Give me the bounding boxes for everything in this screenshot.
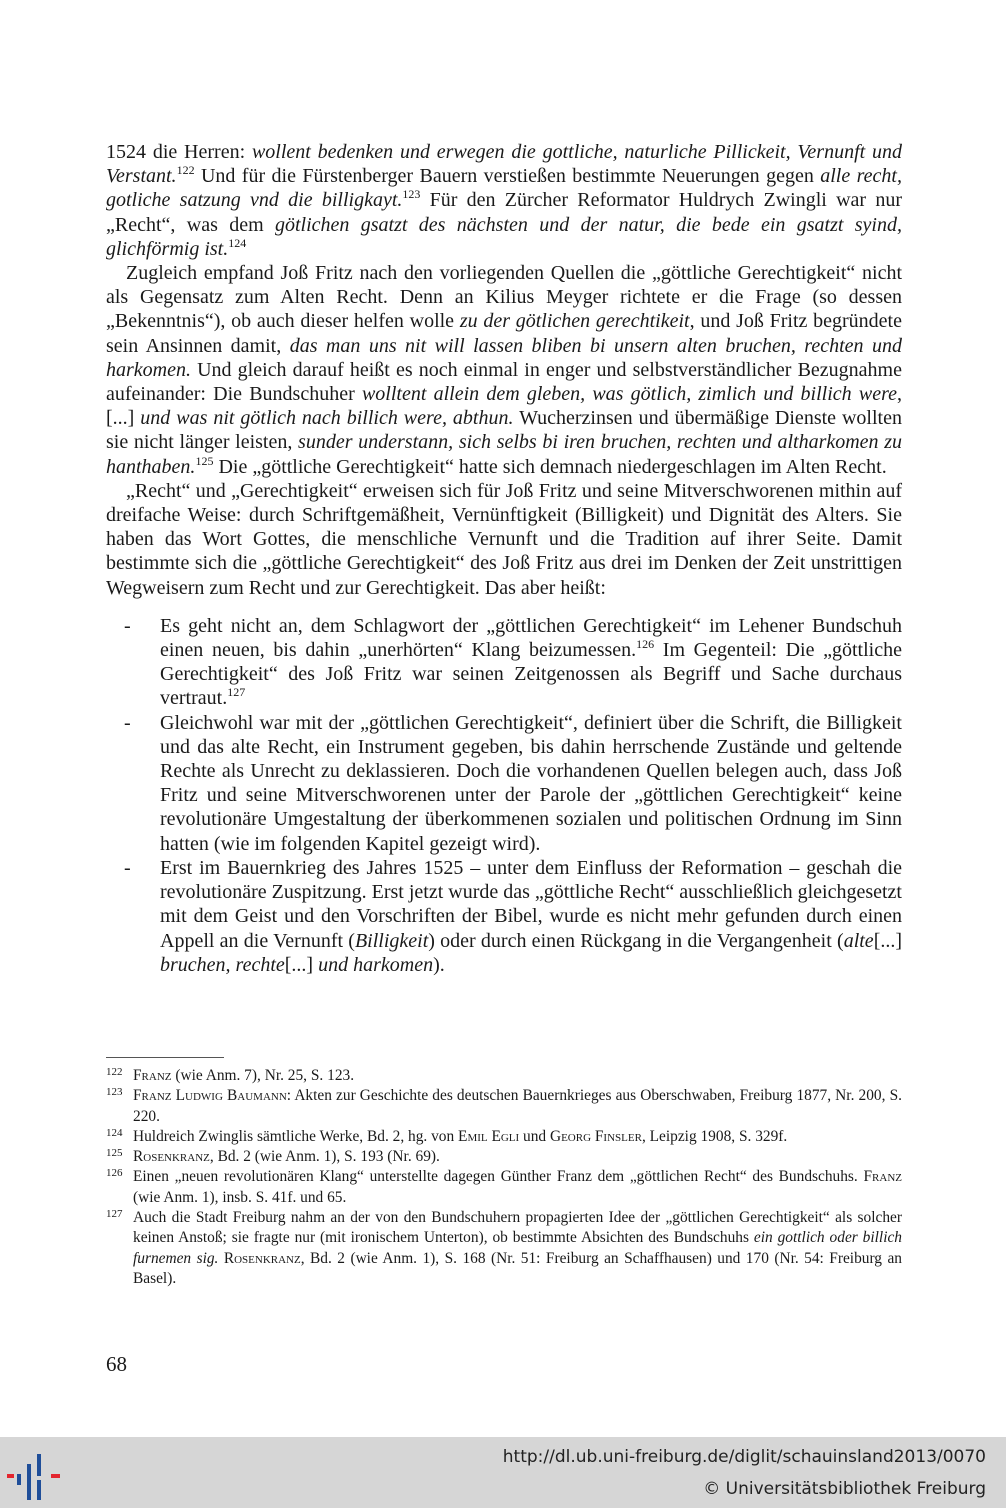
footnote-number: 125 (106, 1147, 123, 1160)
footnote (106, 1208, 902, 1289)
copyright-text: © Universitätsbibliothek Freiburg (703, 1479, 986, 1499)
footnote-number: 127 (106, 1208, 123, 1221)
text-run: (wie Anm. 7), Nr. 25, S. 123. (171, 1067, 355, 1084)
italic-quote: und was nit götlich nach billich were, abthun. (140, 407, 514, 430)
list-item (106, 711, 902, 856)
paragraph (106, 140, 902, 261)
author-name: Rosenkranz (223, 1249, 301, 1267)
footnote-divider (106, 1057, 224, 1058)
footnote-ref: 124 (228, 235, 247, 250)
text-run: (wie Anm. 1), insb. S. 41f. und 65. (133, 1188, 347, 1206)
italic-quote: sunder understann, sich selbs bi iren bruchen, rechten und altharkomen zu hanthaben. (106, 431, 902, 478)
text-run: Auch die Stadt Freiburg nahm an der von den Bundschuhern propagierten Idee der „göttlichen Gerechtigkeit“ als solcher keinen Anstoß; sie fragte nur (mit ironischem Unterton), ob bestimmte Absichten des Bundschuhs (133, 1209, 902, 1247)
footnote (106, 1127, 902, 1147)
footnote-ref: 127 (227, 685, 246, 700)
text-run: , Bd. 2 (wie Anm. 1), S. 168 (Nr. 51: Freiburg an Schaffhausen) und 170 (Nr. 54: Freiburg an Basel). (133, 1249, 902, 1287)
text-run: und (519, 1127, 550, 1145)
paragraph (106, 479, 902, 600)
text-run: ) oder durch einen Rückgang in die Vergangenheit ( (428, 929, 844, 952)
text-run: , [...] (106, 383, 902, 430)
italic-quote: bruchen, rechte (160, 953, 285, 976)
text-run: Im Gegenteil: Die „göttliche Gerechtigkeit“ des Joß Fritz war seinen Zeitgenossen als Begriff und Sache durchaus vertraut. (160, 639, 902, 710)
footnote (106, 1167, 902, 1208)
ub-freiburg-logo-icon (5, 1444, 63, 1502)
text-run: Wucherzinsen und übermäßige Dienste wollten sie nicht länger leisten, (106, 407, 902, 454)
text-run: Es geht nicht an, dem Schlagwort der „göttlichen Gerechtigkeit“ im Lehener Bundschuh einen neuen, bis dahin „unerhörten“ Klang beizumessen. (160, 614, 902, 662)
italic-quote: zu der götlichen gerechtikeit (459, 310, 690, 333)
italic-quote: Billigkeit (354, 929, 429, 952)
italic-quote: wollent bedenken und erwegen die gottliche, naturliche Pillickeit, Vernunft und Verstant. (106, 141, 902, 188)
footnote-ref: 126 (636, 637, 655, 652)
footnote (106, 1086, 902, 1127)
text-run: ). (433, 953, 445, 976)
text-run: Huldreich Zwinglis sämtliche Werke, Bd. 2, hg. von (133, 1127, 459, 1145)
text-run: : Akten zur Geschichte des deutschen Bauernkrieges aus Oberschwaben, Freiburg 1877, Nr. 200, S. 220. (133, 1087, 902, 1125)
main-text (106, 140, 902, 977)
author-name: Emil Egli (458, 1127, 520, 1145)
footnotes (106, 1066, 902, 1289)
bullet-dash: - (124, 711, 131, 734)
text-run: Und für die Fürstenberger Bauern verstießen bestimmte Neuerungen gegen (194, 165, 821, 188)
page-number: 68 (106, 1352, 127, 1376)
list-item (106, 614, 902, 711)
author-name: Georg Finsler (549, 1127, 642, 1145)
paragraph (106, 261, 902, 479)
footnote-number: 123 (106, 1086, 123, 1099)
footnote-number: 122 (106, 1066, 123, 1078)
text-run: 1524 die Herren: (106, 141, 252, 163)
source-url-link[interactable]: http://dl.ub.uni-freiburg.de/diglit/schauinsland2013/0070 (502, 1447, 986, 1467)
footnote-ref: 125 (195, 453, 214, 468)
text-run: Die „göttliche Gerechtigkeit“ hatte sich demnach niedergeschlagen im Alten Recht. (213, 455, 887, 478)
text-run: „Recht“ und „Gerechtigkeit“ erweisen sich für Joß Fritz und seine Mitverschworenen mithin auf dreifache Weise: durch Schriftgemäßheit, Vernünftigkeit (Billigkeit) und Dignität des Alters. Sie haben das Wort Gottes, die menschliche Vernunft und die Tradition auf ihrer Seite. Damit bestimmte sich die „göttliche Gerechtigkeit“ des Joß Fritz aus drei im Denken der Zeit unstrittigen Wegweisern zum Recht und zur Gerechtigkeit. Das aber heißt: (106, 479, 902, 599)
author-name: Franz (863, 1168, 902, 1186)
author-name: Rosenkranz (133, 1148, 210, 1166)
text-run: Zugleich empfand Joß Fritz nach den vorliegenden Quellen die „göttliche Gerechtigkeit“ nicht als Gegensatz zum Alten Recht. Denn an Kilius Meyger richtete er die Frage (so dessen „Bekenntnis“), ob auch dieser helfen wolle (106, 262, 902, 333)
text-run: Und gleich darauf heißt es noch einmal in enger und selbstverständlicher Bezugnahme aufeinander: Die Bundschuher (106, 358, 902, 406)
footnote-ref: 122 (176, 163, 195, 178)
list-item (106, 856, 902, 977)
italic-quote: wolltent allein dem gleben, was götlich, zimlich und billich were (361, 383, 897, 406)
text-run: Einen „neuen revolutionären Klang“ unterstellte dagegen Günther Franz dem „göttlichen Recht“ des Bundschuhs. (133, 1168, 864, 1186)
footer-bar (0, 1437, 1006, 1508)
footnote (106, 1066, 902, 1086)
footnote-ref: 123 (402, 187, 421, 202)
text-run: , Bd. 2 (wie Anm. 1), S. 193 (Nr. 69). (209, 1148, 440, 1166)
text-run: Erst im Bauernkrieg des Jahres 1525 – unter dem Einfluss der Reformation – geschah die revolutionäre Zuspitzung. Erst jetzt wurde das „göttliche Recht“ ausschließlich gleichgesetzt mit dem Geist und den Vorschriften der Bibel, wurde es nicht mehr gefunden durch einen Appell an die Vernunft ( (160, 856, 902, 952)
author-name: Franz Ludwig Baumann (133, 1087, 287, 1105)
bullet-list (106, 614, 902, 977)
italic-quote: das man uns nit will lassen bliben bi unsern alten bruchen, rechten und harkomen. (106, 334, 902, 381)
text-run: [...] (284, 953, 319, 976)
footnote-number: 124 (106, 1126, 123, 1139)
text-run: Gleichwohl war mit der „göttlichen Gerechtigkeit“, definiert über die Schrift, die Billigkeit und das alte Recht, ein Instrument gegeben, bis dahin herrschende Zustände und geltende Rechte als Unrecht zu deklassieren. Doch die vorhandenen Quellen belegen auch, dass Joß Fritz und seine Mitverschworenen unter der Parole der „göttlichen Gerechtigkeit“ keine revolutionäre Umgestaltung der überkommenen sozialen und politischen Ordnung im Sinn hatten (wie im folgenden Kapitel gezeigt wird). (160, 711, 902, 855)
italic-quote: und harkomen (318, 953, 434, 976)
bullet-dash: - (124, 614, 131, 637)
italic-quote: ein gottlich oder billich furnemen sig. (133, 1229, 903, 1267)
italic-quote: götlichen gsatzt des nächsten und der natur, die bede ein gsatzt syind, glichförmig ist. (106, 213, 902, 260)
text-run: Für den Zürcher Reformator Huldrych Zwingli war nur „Recht“, was dem (106, 189, 902, 236)
text-run: , und Joß Fritz begründete sein Ansinnen damit, (106, 310, 902, 357)
author-name: Franz (133, 1067, 172, 1084)
footnote (106, 1147, 902, 1167)
text-run: , Leipzig 1908, S. 329f. (641, 1127, 788, 1145)
text-run: [...] (873, 929, 903, 952)
bullet-dash: - (124, 856, 131, 879)
italic-quote: alte (843, 929, 874, 952)
italic-quote: alle recht, gotliche satzung vnd die billigkayt. (106, 165, 902, 212)
body-paragraphs (106, 140, 902, 600)
footnote-number: 126 (106, 1167, 123, 1180)
